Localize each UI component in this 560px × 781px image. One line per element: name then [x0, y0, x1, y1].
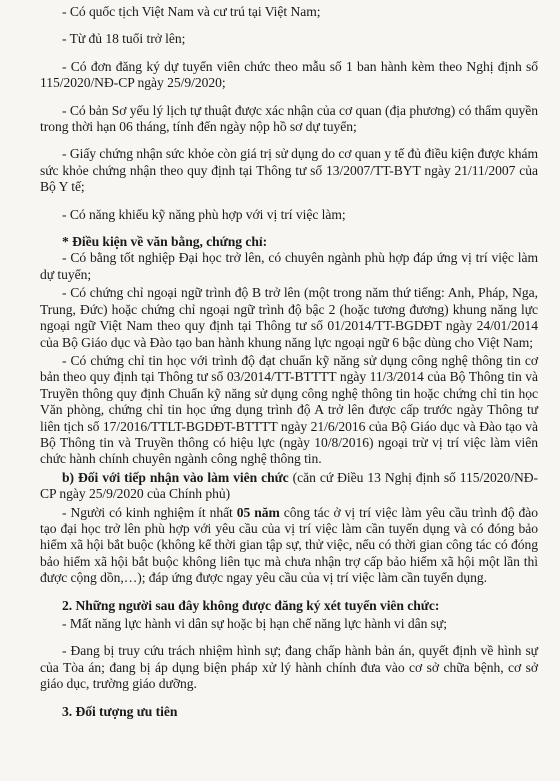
experience-text-start: - Người có kinh nghiệm ít nhất [62, 504, 237, 520]
degree-language: - Có chứng chỉ ngoại ngữ trình độ B trở lên (một trong năm thứ tiếng: Anh, Pháp, Nga, Trung, Đức) hoặc chứng chỉ ngoại ngữ trình độ bậc 2 (hoặc tương đương) khung năng lực ngoại ngữ Việt Nam theo quy định tại Thông tư số 01/2014/TT-BGDĐT ngày 24/01/2014 của Bộ Giáo dục và Đào tạo ban hành khung năng lực ngoại ngữ 6 bậc dùng cho Việt Nam; [40, 285, 538, 350]
section-2-heading: 2. Những người sau đây không được đăng ký xét tuyển viên chức: [62, 597, 440, 613]
section-b-title: b) Đối với tiếp nhận vào làm viên chức [62, 469, 289, 485]
experience-years: 05 năm [236, 504, 280, 520]
degree-university: - Có bằng tốt nghiệp Đại học trở lên, có chuyên ngành phù hợp đáp ứng vị trí việc làm dự tuyển; [40, 250, 538, 282]
condition-skill: - Có năng khiếu kỹ năng phù hợp với vị trí việc làm; [62, 206, 346, 222]
exclusion-capacity: - Mất năng lực hành vi dân sự hoặc bị hạn chế năng lực hành vi dân sự; [62, 616, 447, 631]
condition-resume: - Có bản Sơ yếu lý lịch tự thuật được xác nhận của cơ quan (địa phương) có thẩm quyền trong thời hạn 06 tháng, tính đến ngày nộp hồ sơ dự tuyển; [40, 102, 538, 135]
experience-requirement [40, 505, 538, 587]
section-3-heading: 3. Đối tượng ưu tiên [62, 703, 178, 719]
condition-health: - Giấy chứng nhận sức khỏe còn giá trị sử dụng do cơ quan y tế đủ điều kiện được khám sức khỏe chứng nhận theo quy định tại Thông tư số 13/2007/TT-BYT ngày 21/11/2007 của Bộ Y tế; [40, 146, 538, 195]
section-b [40, 470, 538, 503]
degree-heading: * Điều kiện về văn bằng, chứng chỉ: [62, 234, 268, 250]
condition-age: - Từ đủ 18 tuổi trở lên; [62, 31, 186, 47]
exclusion-criminal: - Đang bị truy cứu trách nhiệm hình sự; đang chấp hành bản án, quyết định về hình sự của Tòa án; đang bị áp dụng biện pháp xử lý hành chính đưa vào cơ sở chữa bệnh, cơ sở giáo dục, trường giáo dưỡng. [40, 643, 538, 692]
experience-text-end: công tác ở vị trí việc làm yêu cầu trình độ đào tạo đại học trở lên phù hợp với yêu cầu của vị trí việc làm cần tuyển dụng và có đóng bảo hiểm xã hội bắt buộc (không kể thời gian tập sự, thử việc, nếu có thời gian công tác có đóng bảo hiểm xã hội bắt buộc không liên tục mà chưa nhận trợ cấp bảo hiểm xã hội một lần thì được cộng dồn,…); đáp ứng được ngay yêu cầu của vị trí việc làm cần tuyển dụng. [40, 504, 539, 586]
degree-it: - Có chứng chỉ tin học với trình độ đạt chuẩn kỹ năng sử dụng công nghệ thông tin cơ bản theo quy định tại Thông tư số 03/2014/TT-BTTTT ngày 11/3/2014 của Bộ Thông tin và Truyền thông quy định Chuẩn kỹ năng sử dụng công nghệ thông tin hoặc chứng chỉ tin học Văn phòng, chứng chỉ tin học ứng dụng trình độ A trở lên được cấp trước ngày Thông tư liên tịch số 17/2016/TTLT-BGDĐT-BTTTT ngày 21/6/2016 của Bộ Giáo dục và Đào tạo và Bộ Thông tin và Truyền thông có hiệu lực (ngày 10/8/2016) ngoại trừ vị trí việc làm viên chức hành chính chuyên ngành công nghệ thông tin. [40, 352, 538, 467]
condition-application: - Có đơn đăng ký dự tuyển viên chức theo mẫu số 1 ban hành kèm theo Nghị định số 115/2020/NĐ-CP ngày 25/9/2020; [40, 58, 538, 91]
section-b-basis: (căn cứ Điều 13 Nghị định số 115/2020/NĐ-CP ngày 25/9/2020 của Chính phủ) [40, 469, 538, 502]
condition-nationality: - Có quốc tịch Việt Nam và cư trú tại Việt Nam; [62, 4, 321, 19]
